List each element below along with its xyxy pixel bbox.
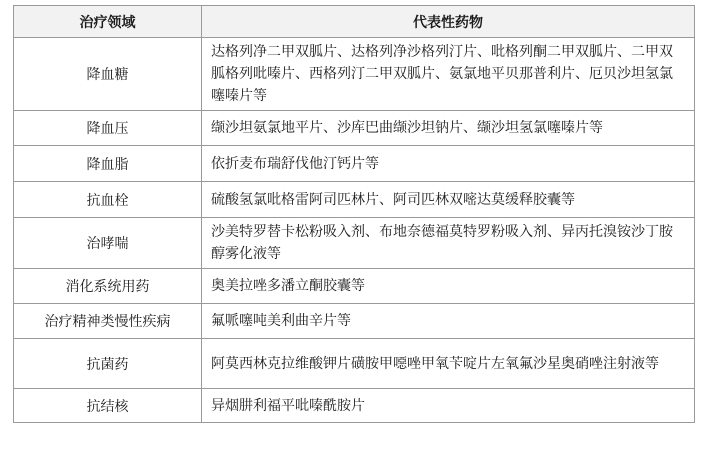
row-drugs: 奥美拉唑多潘立酮胶囊等	[202, 269, 695, 304]
table-row	[14, 111, 695, 146]
row-area: 治哮喘	[14, 218, 202, 269]
row-area: 消化系统用药	[14, 269, 202, 304]
row-area: 抗血栓	[14, 182, 202, 218]
table-row	[14, 389, 695, 423]
drug-table-container	[13, 5, 694, 423]
row-drugs: 依折麦布瑞舒伐他汀钙片等	[202, 146, 695, 182]
row-drugs: 异烟肼利福平吡嗪酰胺片	[202, 389, 695, 423]
row-area: 抗菌药	[14, 339, 202, 389]
row-area: 治疗精神类慢性疾病	[14, 304, 202, 339]
row-drugs: 氟哌噻吨美利曲辛片等	[202, 304, 695, 339]
row-area: 降血脂	[14, 146, 202, 182]
row-drugs: 硫酸氢氯吡格雷阿司匹林片、阿司匹林双嘧达莫缓释胶囊等	[202, 182, 695, 218]
row-drugs: 阿莫西林克拉维酸钾片磺胺甲噁唑甲氧苄啶片左氧氟沙星奥硝唑注射液等	[202, 339, 695, 389]
table-row	[14, 182, 695, 218]
table-row	[14, 269, 695, 304]
header-drugs: 代表性药物	[202, 6, 695, 38]
row-drugs: 达格列净二甲双胍片、达格列净沙格列汀片、吡格列酮二甲双胍片、二甲双胍格列吡嗪片、西格列汀二甲双胍片、氨氯地平贝那普利片、厄贝沙坦氢氯噻嗪片等	[202, 38, 695, 111]
row-area: 抗结核	[14, 389, 202, 423]
row-drugs: 缬沙坦氨氯地平片、沙库巴曲缬沙坦钠片、缬沙坦氢氯噻嗪片等	[202, 111, 695, 146]
header-area: 治疗领域	[14, 6, 202, 38]
row-area: 降血压	[14, 111, 202, 146]
table-header-row	[14, 6, 695, 38]
row-drugs: 沙美特罗替卡松粉吸入剂、布地奈德福莫特罗粉吸入剂、异丙托溴铵沙丁胺醇雾化液等	[202, 218, 695, 269]
table-row	[14, 146, 695, 182]
table-row	[14, 339, 695, 389]
table-row	[14, 218, 695, 269]
table-row	[14, 38, 695, 111]
table-row	[14, 304, 695, 339]
drug-table	[13, 5, 695, 423]
row-area: 降血糖	[14, 38, 202, 111]
